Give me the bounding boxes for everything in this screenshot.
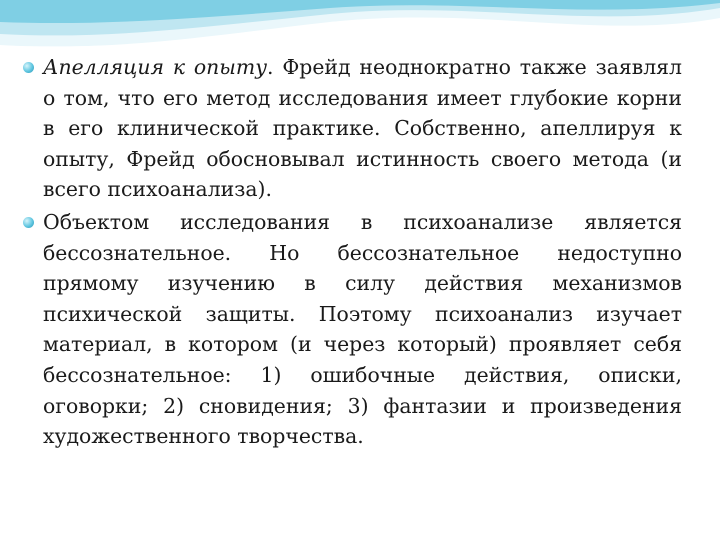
bullet-icon (23, 62, 34, 73)
bullet-lead-term: Апелляция к опыту (43, 55, 268, 79)
slide-content (20, 52, 682, 454)
bullet-item (20, 52, 682, 205)
bullet-item (20, 207, 682, 452)
bullet-text: Объектом исследования в психоанализе является бессознательное. Но бессознательное недоступно прямому изучению в силу действия механизмов психической защиты. Поэтому психоанализ изучает материал, в котором (и через который) проявляет себя бессознательное: 1) ошибочные действия, описки, оговорки; 2) сновидения; 3) фантазии и произведения художественного творчества. (43, 209, 682, 449)
bullet-icon (23, 217, 34, 228)
decorative-wave-header (0, 0, 720, 60)
bullet-text: . Фрейд неоднократно также заявлял о том, что его метод исследования имеет глубокие корни в его клинической практике. Собственно, апеллируя к опыту, Фрейд обосновывал истинность своего метода (и всего психоанализа). (43, 55, 682, 202)
